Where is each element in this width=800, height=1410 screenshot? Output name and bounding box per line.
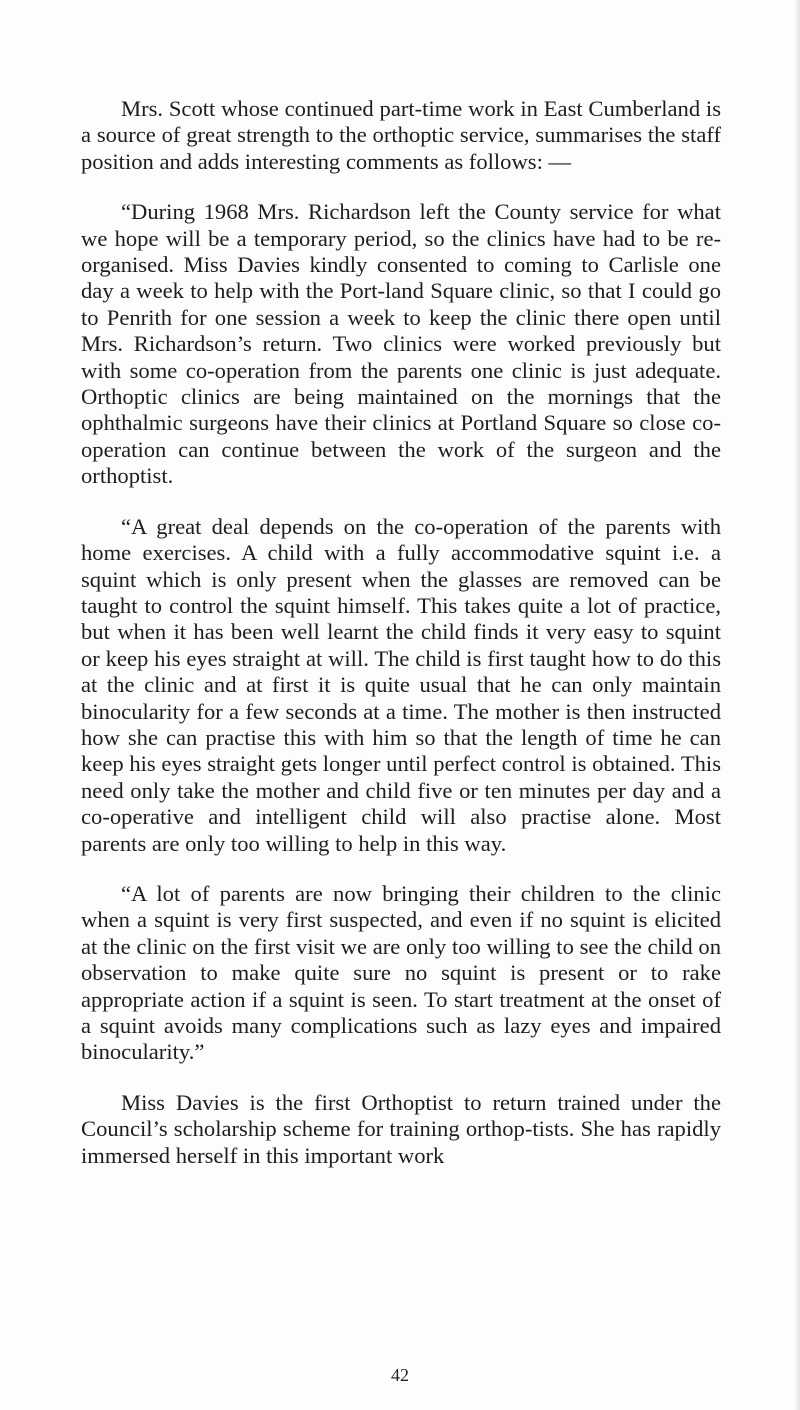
paragraph-staff-summary: Mrs. Scott whose continued part-time work in East Cumberland is a source of great strength to the orthoptic service, summarises the staff position and adds interesting comments as follows: — (81, 96, 721, 174)
body-text (81, 96, 721, 1169)
paragraph-early-treatment: “A lot of parents are now bringing their children to the clinic when a squint is very first suspected, and even if no squint is elicited at the clinic on the first visit we are only too willing to see the child on observation to make quite sure no squint is present or to rake appropriate action if a squint is seen. To start treatment at the onset of a squint avoids many complications such as lazy eyes and impaired binocularity.” (81, 880, 721, 1065)
paragraph-clinics-reorganised: “During 1968 Mrs. Richardson left the County service for what we hope will be a temporary period, so the clinics have had to be re-organised. Miss Davies kindly consented to coming to Carlisle one day a week to help with the Port-land Square clinic, so that I could go to Penrith for one session a week to keep the clinic there open until Mrs. Richardson’s return. Two clinics were worked previously but with some co-operation from the parents one clinic is just adequate. Orthoptic clinics are being maintained on the mornings that the ophthalmic surgeons have their clinics at Portland Square so close co-operation can continue between the work of the surgeon and the orthoptist. (81, 199, 721, 489)
paragraph-miss-davies: Miss Davies is the first Orthoptist to return trained under the Council’s scholarship scheme for training orthop-tists. She has rapidly immersed herself in this important work (81, 1089, 721, 1168)
page-number: 42 (391, 1365, 409, 1385)
page-edge-shadow (794, 0, 800, 1410)
paragraph-home-exercises: “A great deal depends on the co-operation of the parents with home exercises. A child with a fully accommodative squint i.e. a squint which is only present when the glasses are removed can be taught to control the squint himself. This takes quite a lot of practice, but when it has been well learnt the child finds it very easy to squint or keep his eyes straight at will. The child is first taught how to do this at the clinic and at first it is quite usual that he can only maintain binocularity for a few seconds at a time. The mother is then instructed how she can practise this with him so that the length of time he can keep his eyes straight gets longer until perfect control is obtained. This need only take the mother and child five or ten minutes per day and a co-operative and intelligent child will also practise alone. Most parents are only too willing to help in this way. (81, 513, 721, 856)
